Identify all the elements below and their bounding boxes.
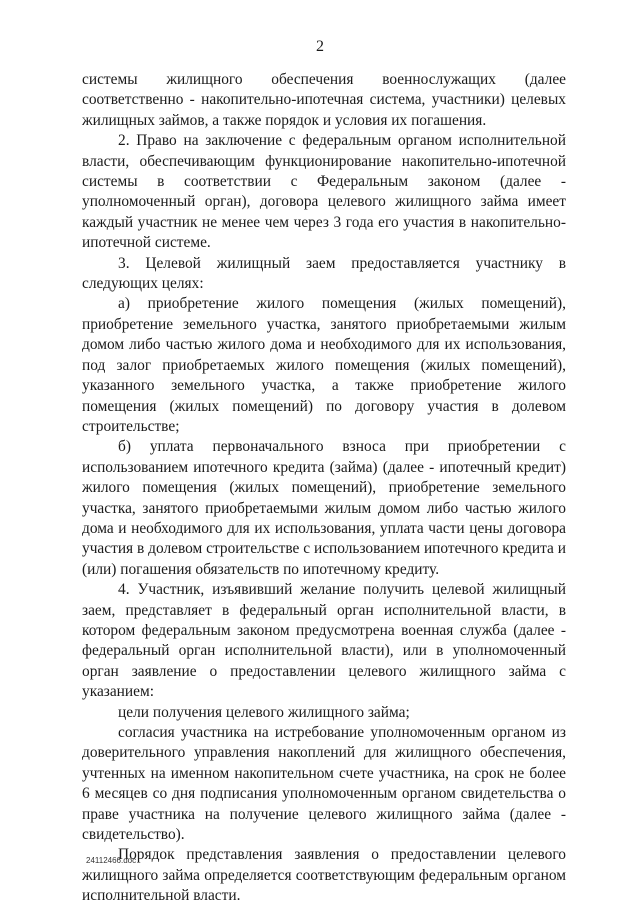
paragraph-clause-3b: б) уплата первоначального взноса при приобретении с использованием ипотечного кредита (займа) (далее - ипотечный кредит) жилого помещения (жилых помещений), приобретение земельного участка, занятого приобретаемыми жилым домом либо частью жилого дома и необходимого для их использования, уплата части цены договора участия в долевом строительстве с использованием ипотечного кредита и (или) погашения обязательств по ипотечному кредиту. [82,438,566,578]
paragraph-clause-4-consent: согласия участника на истребование уполномоченным органом из доверительного управления накоплений для жилищного обеспечения, учтенных на именном накопительном счете участника, на срок не более 6 месяцев со дня подписания уполномоченным органом свидетельства о праве участника на получение целевого жилищного займа (далее - свидетельство). [82,724,566,844]
paragraph-procedure: Порядок представления заявления о предоставлении целевого жилищного займа определяется соответствующим федеральным органом исполнительной власти. [82,846,566,905]
document-body [82,70,566,907]
page-number: 2 [316,38,324,55]
paragraph-clause-2: 2. Право на заключение с федеральным органом исполнительной власти, обеспечивающим функционирование накопительно-ипотечной системы в соответствии с Федеральным законом (далее - уполномоченный орган), договора целевого жилищного займа имеет каждый участник не менее чем через 3 года его участия в накопительно-ипотечной системе. [82,132,566,252]
document-file-code: 24112466.doc [86,856,137,865]
paragraph-clause-3a: а) приобретение жилого помещения (жилых помещений), приобретение земельного участка, занятого приобретаемыми жилым домом либо частью жилого дома и необходимого для их использования, под залог приобретаемых жилого помещения (жилых помещений), указанного земельного участка, а также приобретение жилого помещения (жилых помещений) по договору участия в долевом строительстве; [82,295,566,435]
paragraph-clause-3: 3. Целевой жилищный заем предоставляется участнику в следующих целях: [82,254,566,293]
paragraph-clause-4: 4. Участник, изъявивший желание получить целевой жилищный заем, представляет в федеральный орган исполнительной власти, в котором федеральным законом предусмотрена военная служба (далее - федеральный орган исполнительной власти), или в уполномоченный орган заявление о предоставлении целевого жилищного займа с указанием: [82,581,566,701]
paragraph-intro-continuation: системы жилищного обеспечения военнослужащих (далее соответственно - накопительно-ипотечная система, участники) целевых жилищных займов, а также порядок и условия их погашения. [82,71,566,129]
paragraph-clause-4-purpose: цели получения целевого жилищного займа; [118,703,410,721]
